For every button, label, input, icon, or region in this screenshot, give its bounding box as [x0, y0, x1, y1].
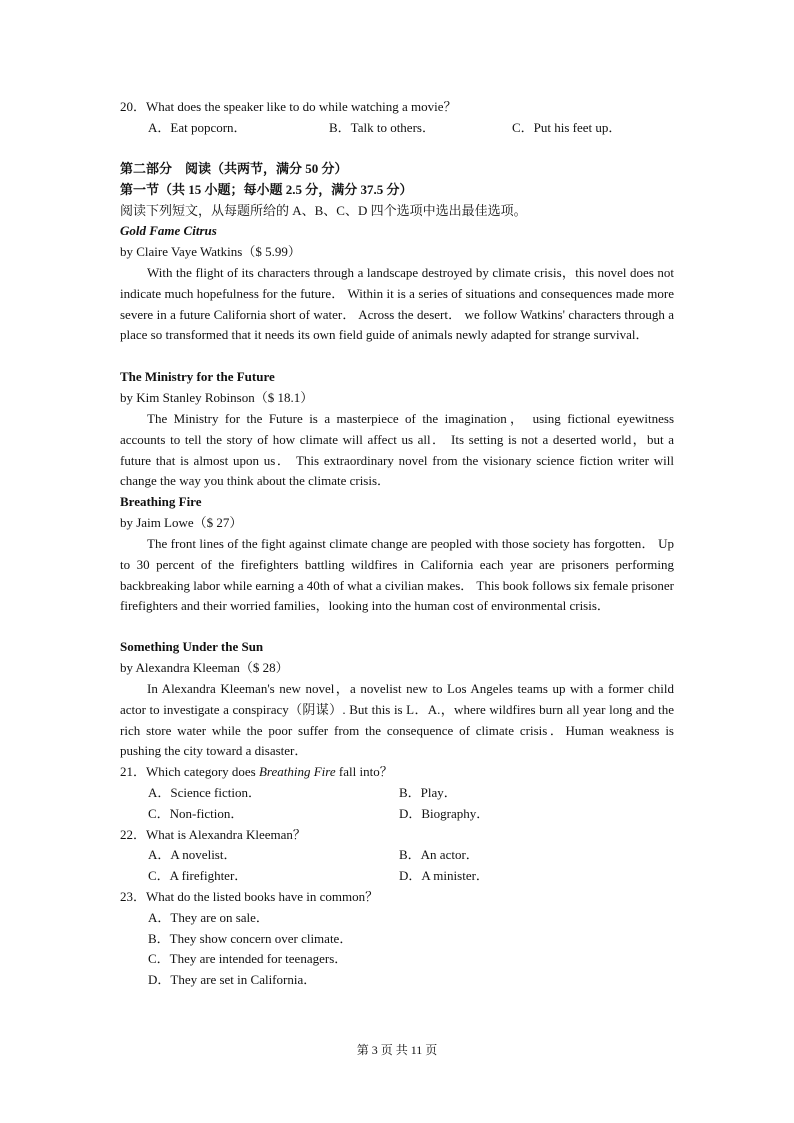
q22-option-b[interactable]: B．An actor．: [399, 847, 479, 862]
book-title: The Ministry for the Future: [120, 369, 275, 384]
page-number-footer: 第 3 页 共 11 页: [356, 1043, 438, 1057]
q23-option-b[interactable]: B．They show concern over climate．: [148, 931, 353, 946]
q20-option-c[interactable]: C．Put his feet up．: [512, 120, 622, 135]
book-description: With the flight of its characters through a landscape destroyed by climate crisis，this novel does not indicate much hopefulness for the future． Within it is a series of situations and consequences made more severe in a future California short of water． Across the desert． we follow Watkins' characters through a place so transformed that it needs its own field guide of animals newly adapted for strange survival．: [120, 265, 674, 343]
q21-stem-book-title: Breathing Fire: [258, 764, 336, 779]
q21-stem: [120, 762, 393, 782]
q20-stem: 20．What does the speaker like to do while watching a movie？: [120, 99, 457, 114]
book-title: Breathing Fire: [120, 494, 202, 509]
q22-option-d[interactable]: D．A minister．: [399, 868, 489, 883]
q22-option-a[interactable]: A．A novelist．: [148, 847, 237, 862]
section-instruction: 阅读下列短文，从每题所给的 A、B、C、D 四个选项中选出最佳选项。: [120, 203, 527, 218]
q20-option-a[interactable]: A．Eat popcorn．: [148, 120, 247, 135]
q23-stem: 23．What do the listed books have in common？: [120, 889, 379, 904]
book-author: by Jaim Lowe（$ 27）: [120, 515, 243, 530]
q20-option-b[interactable]: B．Talk to others．: [329, 120, 435, 135]
q23-option-a[interactable]: A．They are on sale．: [148, 910, 269, 925]
q21-option-c[interactable]: C．Non-fiction．: [148, 806, 244, 821]
book-description: In Alexandra Kleeman's new novel，a novelist new to Los Angeles teams up with a former child actor to investigate a conspiracy（阴谋）. But this is L．A.，where wildfires burn all year long and the rich store water while the poor suffer from the consequence of climate crisis．Human weakness is pushing the city toward a disaster．: [120, 681, 674, 759]
q22-option-c[interactable]: C．A firefighter．: [148, 868, 248, 883]
book-author: by Claire Vaye Watkins（$ 5.99）: [120, 244, 301, 259]
q21-option-a[interactable]: A．Science fiction．: [148, 785, 261, 800]
book-author: by Kim Stanley Robinson（$ 18.1）: [120, 390, 314, 405]
q23-option-c[interactable]: C．They are intended for teenagers．: [148, 951, 348, 966]
part-title: 第二部分 阅读（共两节，满分 50 分）: [120, 161, 348, 176]
section-subtitle: [120, 180, 413, 200]
book-author: by Alexandra Kleeman（$ 28）: [120, 660, 289, 675]
book-title: Gold Fame Citrus: [120, 223, 217, 238]
q21-stem-suffix: fall into？: [335, 764, 393, 779]
q22-stem: 22．What is Alexandra Kleeman？: [120, 827, 306, 842]
book-title: Something Under the Sun: [120, 639, 264, 654]
book-description: The Ministry for the Future is a masterpiece of the imagination， using fictional eyewitness accounts to tell the story of how climate will affect us all． Its setting is not a deserted world，but a future that is almost upon us． This extraordinary novel from the visionary science fiction writer will change the way you think about the climate crisis．: [120, 411, 674, 489]
section-subtitle-text: 第一节（共 15 小题；每小题 2.5 分，满分 37.5 分）: [120, 182, 413, 197]
q23-option-d[interactable]: D．They are set in California．: [148, 972, 317, 987]
book-description: The front lines of the fight against climate change are peopled with those society has forgotten． Up to 30 percent of the firefighters battling wildfires in California each year are prisoners performing backbreaking labor while earning a 40th of what a civilian makes． This book follows six female prisoner firefighters and their worried families，looking into the human cost of environmental crisis．: [120, 536, 674, 614]
q21-stem-prefix: 21．Which category does: [120, 764, 259, 779]
q21-option-d[interactable]: D．Biography．: [399, 806, 490, 821]
q21-option-b[interactable]: B．Play．: [399, 785, 457, 800]
